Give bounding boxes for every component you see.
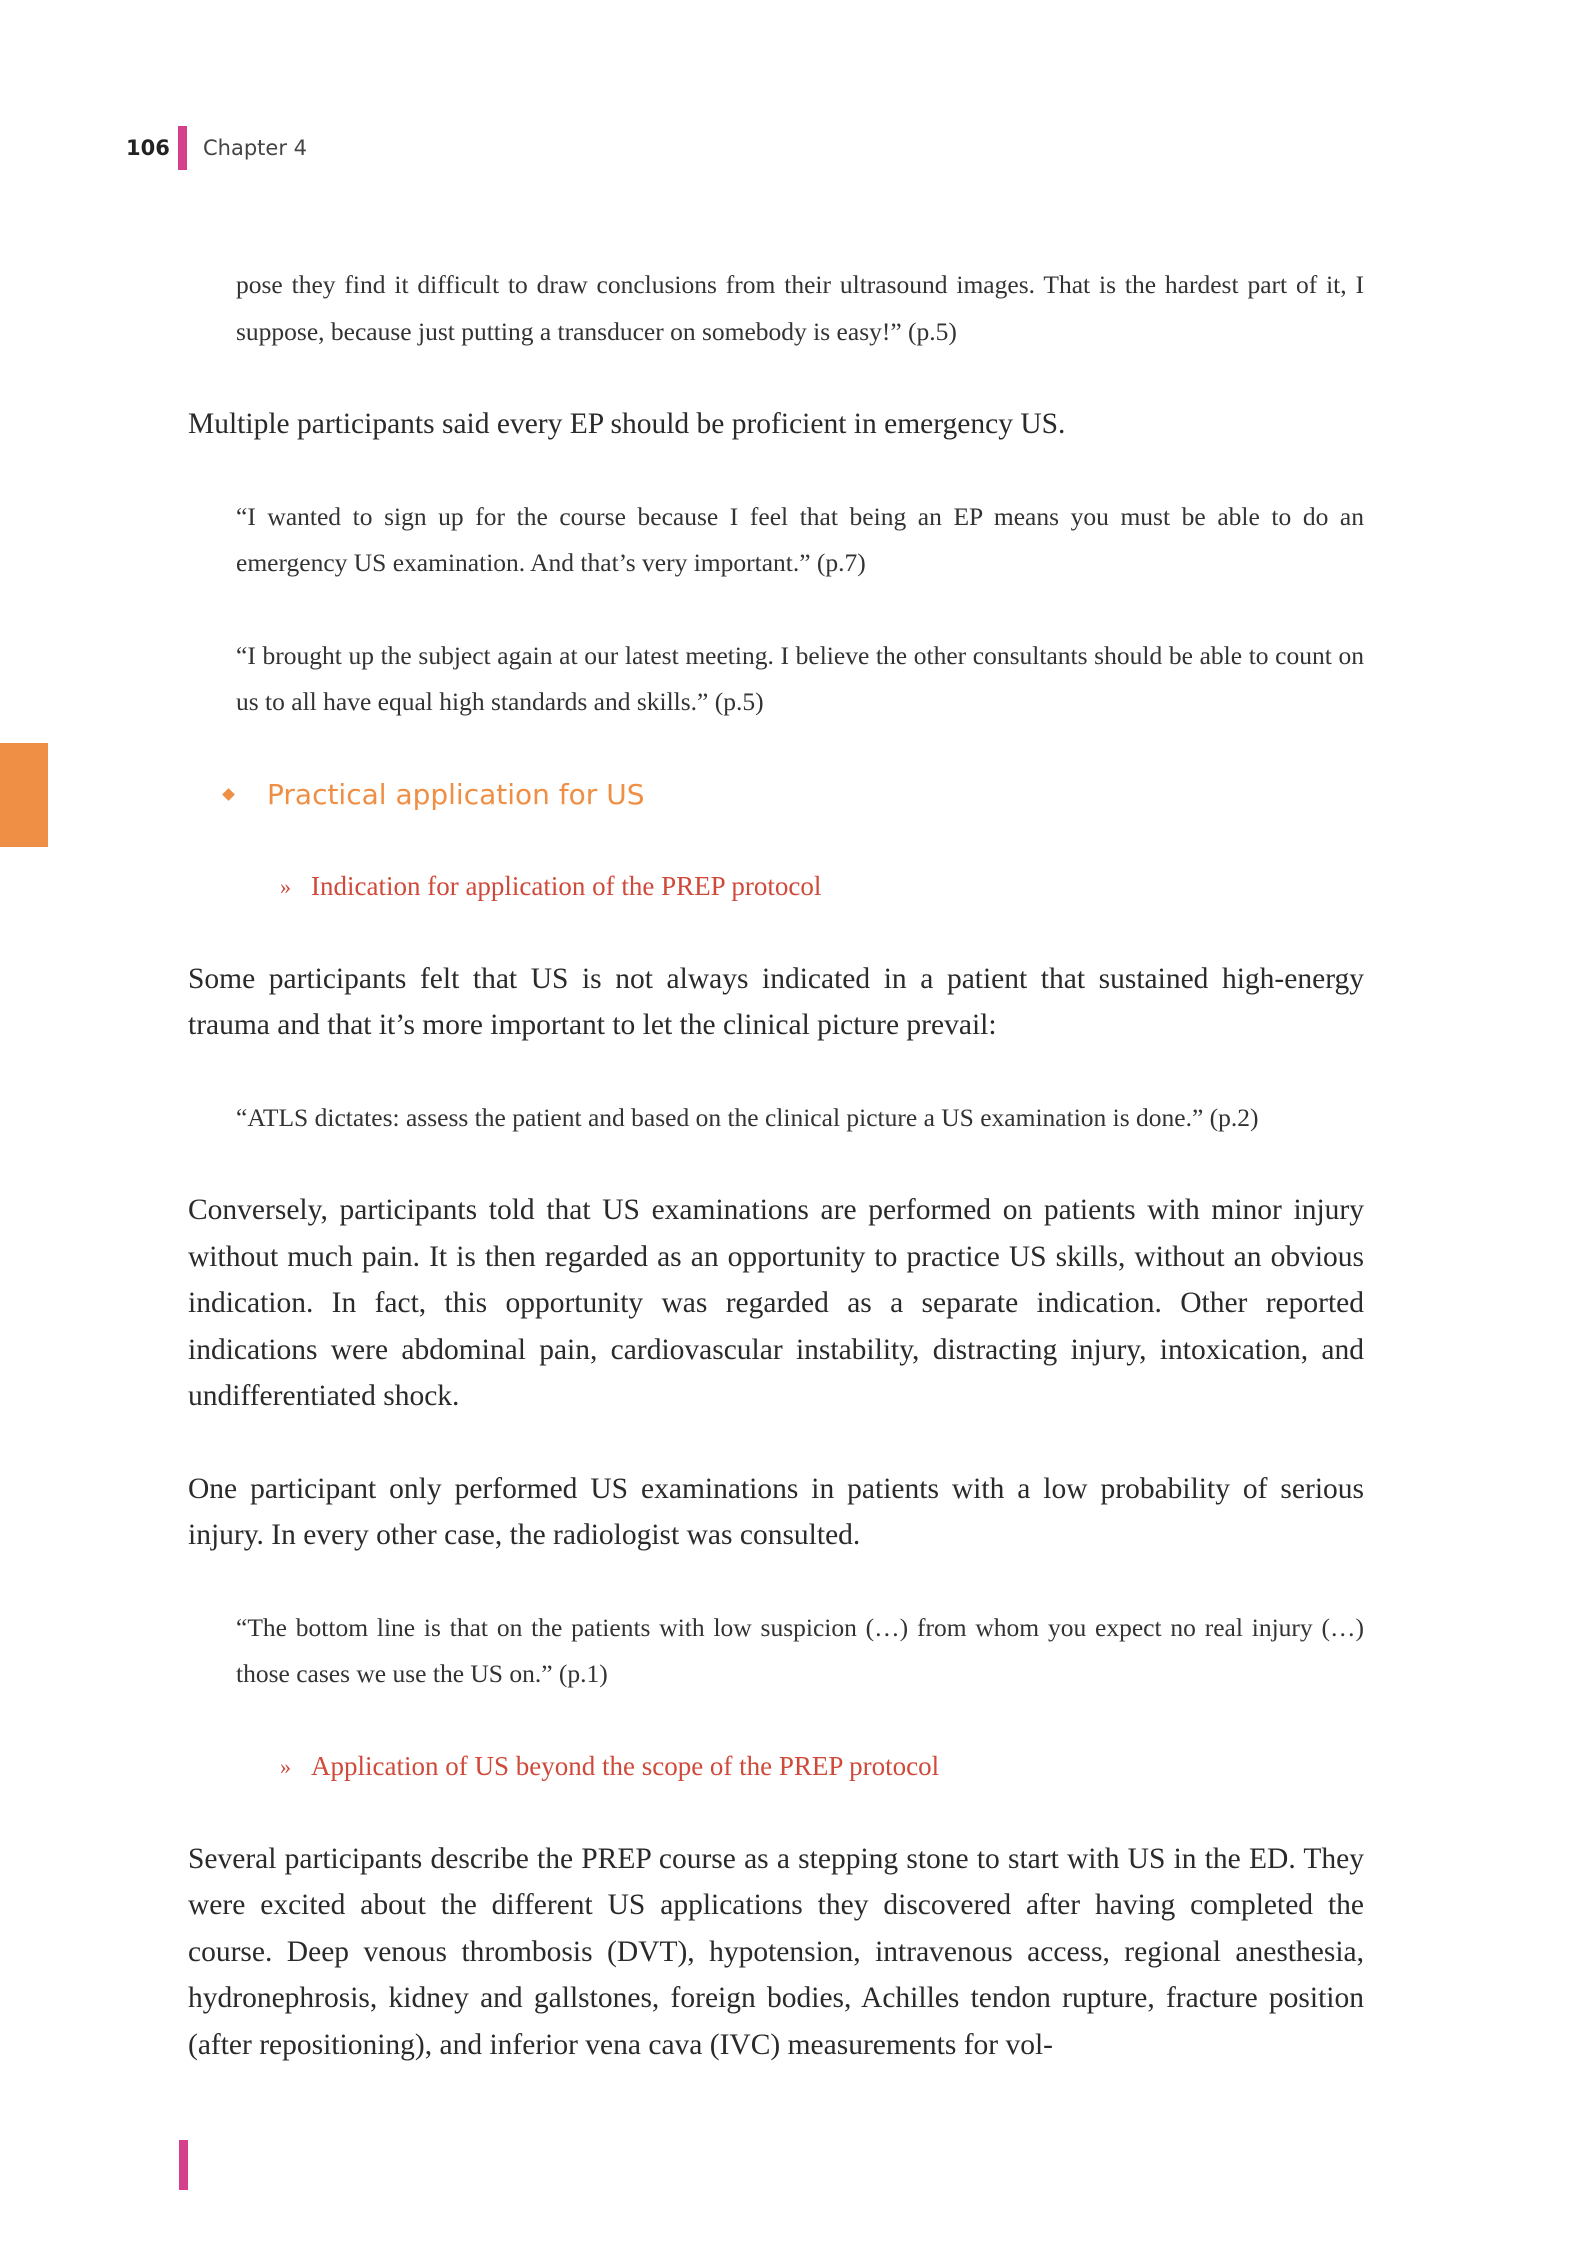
paragraph-stepping-stone: Several participants describe the PREP course as a stepping stone to start with US in the ED. They were excited about the different US applications they discovered after having completed the course. Deep venous thrombosis (DVT), hypotension, intravenous access, regional anesthesia, hydronephrosis, kidney and gallstones, foreign bodies, Achilles tendon rupture, fracture position (after repositioning), and inferior vena cava (IVC) measurements for vol- — [188, 1842, 1364, 2061]
chapter-label: Chapter 4 — [203, 136, 307, 160]
diamond-bullet-icon — [222, 788, 235, 801]
section-heading-text: Practical application for US — [267, 778, 645, 811]
quote-continuation: pose they find it difficult to draw conclusions from their ultrasound images. That is the hardest part of it, I suppose, because just putting a transducer on somebody is easy!” (p.5) — [236, 270, 1364, 346]
paragraph-not-always-indicated: Some participants felt that US is not always indicated in a patient that sustained high-energy trauma and that it’s more important to let the clinical picture prevail: — [188, 962, 1364, 1041]
chevron-bullet-icon: » — [280, 1753, 291, 1779]
running-header — [126, 126, 307, 170]
quote-latest-meeting: “I brought up the subject again at our latest meeting. I believe the other consultants should be able to count on us to all have equal high standards and skills.” (p.5) — [236, 640, 1364, 716]
section-heading-practical — [224, 772, 1364, 818]
page-body — [188, 262, 1364, 2068]
paragraph-conversely: Conversely, participants told that US examinations are performed on patients with minor injury without much pain. It is then regarded as an opportunity to practice US skills, without an obvious indication. In fact, this opportunity was regarded as a separate indication. Other reported indications were abdominal pain, cardiovascular instability, distracting injury, intoxication, and undifferentiated shock. — [188, 1194, 1364, 1412]
page-number: 106 — [126, 136, 170, 160]
footer-accent-bar — [179, 2140, 188, 2190]
header-accent-bar — [178, 126, 187, 170]
subheading-indication — [280, 864, 1364, 910]
chevron-bullet-icon: » — [280, 873, 291, 899]
paragraph-low-probability: One participant only performed US examinations in patients with a low probability of serious injury. In every other case, the radiologist was consulted. — [188, 1472, 1364, 1551]
quote-sign-up: “I wanted to sign up for the course because I feel that being an EP means you must be able to do an emergency US examination. And that’s very important.” (p.7) — [236, 501, 1364, 577]
subheading-beyond-scope — [280, 1744, 1364, 1790]
quote-atls: “ATLS dictates: assess the patient and based on the clinical picture a US examination is done.” (p.2) — [236, 1102, 1259, 1132]
chapter-thumb-tab — [0, 743, 48, 847]
paragraph-proficiency: Multiple participants said every EP should be proficient in emergency US. — [188, 408, 1066, 440]
subheading-text: Indication for application of the PREP protocol — [311, 871, 822, 901]
subheading-text: Application of US beyond the scope of the PREP protocol — [311, 1751, 940, 1781]
quote-bottom-line: “The bottom line is that on the patients with low suspicion (…) from whom you expect no real injury (…) those cases we use the US on.” (p.1) — [236, 1612, 1364, 1688]
